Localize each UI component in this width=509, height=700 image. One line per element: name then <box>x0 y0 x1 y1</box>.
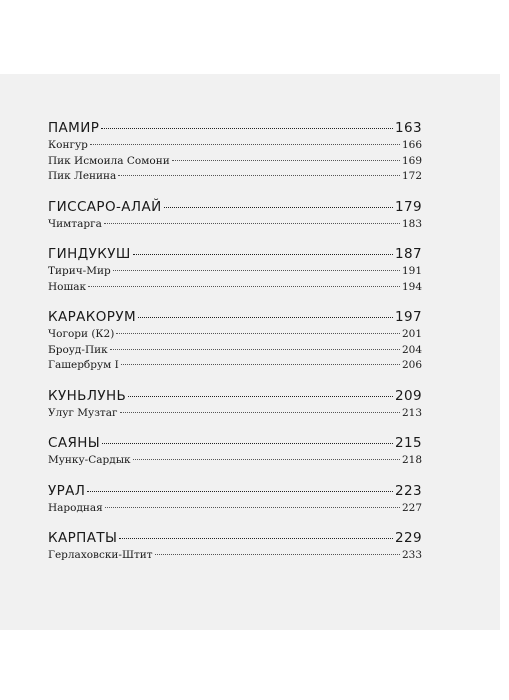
entry-title: Гашербрум I <box>48 359 119 371</box>
toc-heading[interactable] <box>48 197 422 217</box>
toc-heading[interactable] <box>48 528 422 548</box>
table-of-contents <box>48 118 422 576</box>
section-page-number: 223 <box>395 482 422 499</box>
entry-title: Пик Ленина <box>48 170 117 182</box>
section-title: КАРАКОРУМ <box>48 309 137 325</box>
dot-leader <box>87 490 393 492</box>
dot-leader <box>116 332 400 334</box>
toc-heading[interactable] <box>48 481 422 501</box>
entry-page-number: 194 <box>401 280 422 293</box>
entry-page-number: 206 <box>401 359 422 371</box>
dot-leader <box>90 143 400 145</box>
toc-section-sayany <box>48 433 422 469</box>
section-title: ГИССАРО-АЛАЙ <box>48 198 162 215</box>
section-title: КАРПАТЫ <box>48 530 118 546</box>
toc-section-gissaro-alay <box>48 197 422 233</box>
entry-page-number: 172 <box>401 170 422 182</box>
dot-leader <box>101 127 393 129</box>
section-title: УРАЛ <box>48 482 86 499</box>
entry-page-number: 218 <box>401 454 422 466</box>
section-page-number: 163 <box>395 120 422 136</box>
toc-entry[interactable] <box>48 217 422 233</box>
toc-heading[interactable] <box>48 118 422 138</box>
dot-leader <box>102 442 393 444</box>
section-title: ПАМИР <box>48 120 100 136</box>
toc-section-pamir <box>48 118 422 185</box>
entry-title: Конгур <box>48 139 88 151</box>
toc-entry[interactable] <box>48 280 422 296</box>
toc-heading[interactable] <box>48 307 422 327</box>
dot-leader <box>110 348 400 350</box>
toc-entry[interactable] <box>48 264 422 280</box>
dot-leader <box>88 285 400 287</box>
entry-title: Чимтарга <box>48 217 102 230</box>
toc-section-karakoram <box>48 307 422 374</box>
dot-leader <box>121 363 400 365</box>
toc-heading[interactable] <box>48 244 422 264</box>
entry-page-number: 201 <box>401 328 422 340</box>
toc-section-kunlun <box>48 386 422 422</box>
dot-leader <box>164 206 393 208</box>
entry-page-number: 204 <box>401 343 422 356</box>
dot-leader <box>104 222 400 224</box>
toc-section-ural <box>48 481 422 517</box>
entry-title: Улуг Музтаг <box>48 406 118 419</box>
toc-entry[interactable] <box>48 343 422 359</box>
dot-leader <box>133 253 393 255</box>
dot-leader <box>138 316 393 318</box>
entry-title: Ношак <box>48 280 87 293</box>
toc-heading[interactable] <box>48 433 422 453</box>
section-title: ГИНДУКУШ <box>48 246 131 262</box>
toc-section-hindu-kush <box>48 244 422 295</box>
dot-leader <box>133 458 400 460</box>
dot-leader <box>128 395 393 397</box>
dot-leader <box>118 174 400 176</box>
entry-title: Чогори (К2) <box>48 328 115 340</box>
entry-title: Народная <box>48 501 103 514</box>
toc-entry[interactable] <box>48 169 422 185</box>
entry-title: Герлаховски-Штит <box>48 549 153 561</box>
section-page-number: 229 <box>395 530 422 546</box>
entry-page-number: 166 <box>401 139 422 151</box>
entry-title: Мунку-Сардык <box>48 454 131 466</box>
toc-entry[interactable] <box>48 327 422 343</box>
entry-page-number: 183 <box>401 217 422 230</box>
toc-entry[interactable] <box>48 453 422 469</box>
entry-title: Броуд-Пик <box>48 343 108 356</box>
section-page-number: 209 <box>395 387 422 404</box>
toc-heading[interactable] <box>48 386 422 406</box>
entry-title: Пик Исмоила Сомони <box>48 154 170 167</box>
dot-leader <box>113 269 400 271</box>
dot-leader <box>120 411 400 413</box>
dot-leader <box>105 506 400 508</box>
entry-page-number: 213 <box>401 406 422 419</box>
section-page-number: 215 <box>395 435 422 451</box>
entry-page-number: 233 <box>401 549 422 561</box>
section-title: САЯНЫ <box>48 435 101 451</box>
section-page-number: 197 <box>395 309 422 325</box>
toc-entry[interactable] <box>48 501 422 517</box>
dot-leader <box>172 159 400 161</box>
entry-page-number: 191 <box>401 265 422 277</box>
entry-page-number: 169 <box>401 154 422 167</box>
toc-entry[interactable] <box>48 548 422 564</box>
entry-title: Тирич-Мир <box>48 265 111 277</box>
section-title: КУНЬЛУНЬ <box>48 387 127 404</box>
toc-entry[interactable] <box>48 138 422 154</box>
toc-entry[interactable] <box>48 406 422 422</box>
toc-entry[interactable] <box>48 358 422 374</box>
section-page-number: 187 <box>395 246 422 262</box>
entry-page-number: 227 <box>401 501 422 514</box>
dot-leader <box>119 537 393 539</box>
toc-entry[interactable] <box>48 154 422 170</box>
dot-leader <box>155 553 400 555</box>
toc-section-carpathians <box>48 528 422 564</box>
section-page-number: 179 <box>395 198 422 215</box>
